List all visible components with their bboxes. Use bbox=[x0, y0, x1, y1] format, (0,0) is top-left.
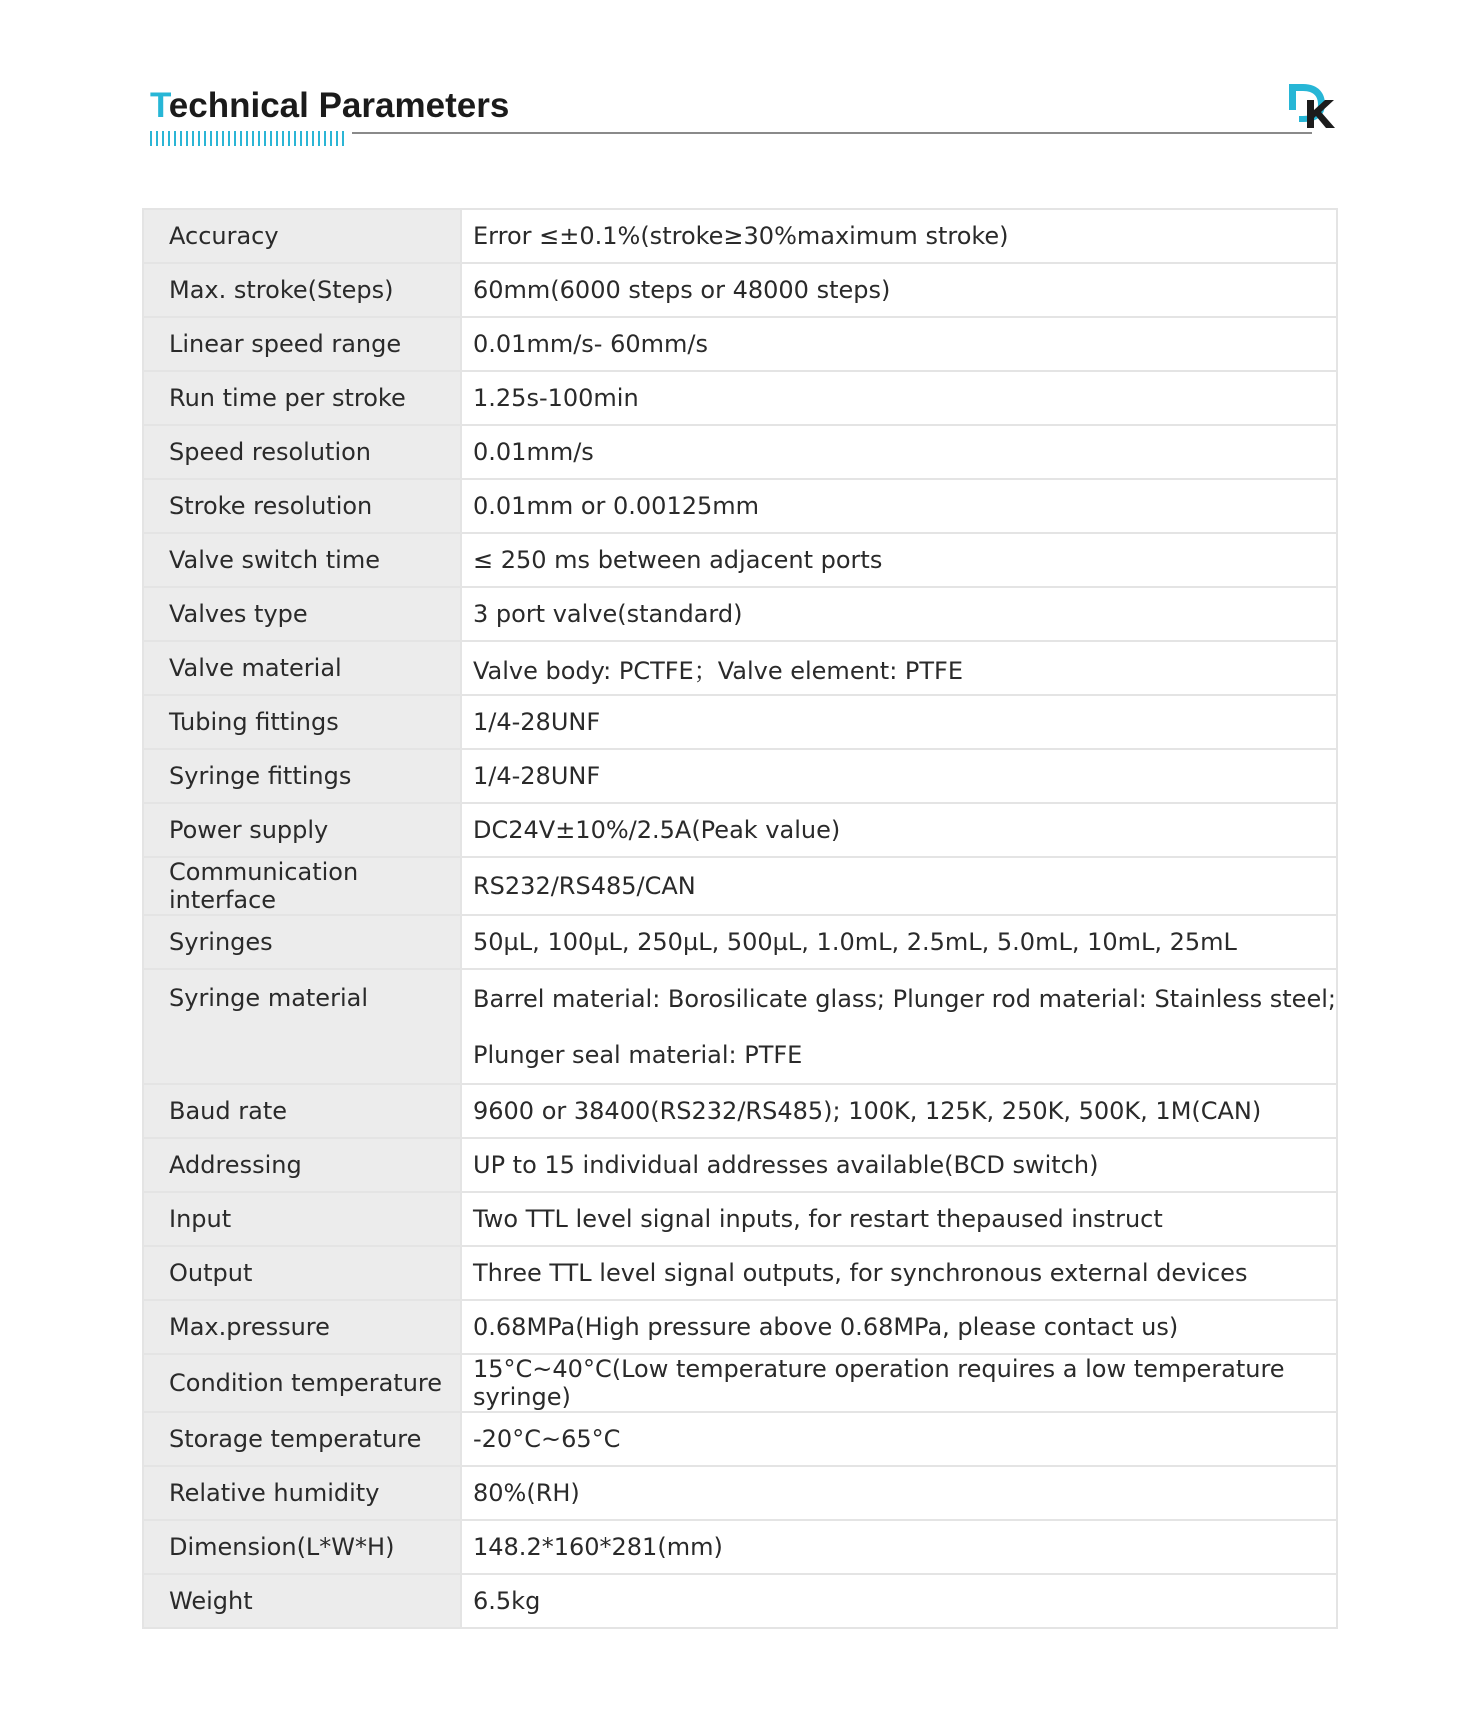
spec-label: Valve switch time bbox=[143, 533, 461, 587]
spec-value: -20°C~65°C bbox=[461, 1412, 1337, 1466]
spec-value: Error ≤±0.1%(stroke≥30%maximum stroke) bbox=[461, 209, 1337, 263]
spec-label: Baud rate bbox=[143, 1084, 461, 1138]
spec-value: Valve body: PCTFE；Valve element: PTFE bbox=[461, 641, 1337, 695]
spec-label: Syringe material bbox=[143, 969, 461, 1084]
table-row bbox=[143, 1520, 1337, 1574]
spec-label: Tubing fittings bbox=[143, 695, 461, 749]
spec-value: 0.01mm or 0.00125mm bbox=[461, 479, 1337, 533]
spec-table bbox=[142, 208, 1338, 1629]
spec-value: 9600 or 38400(RS232/RS485); 100K, 125K, 250K, 500K, 1M(CAN) bbox=[461, 1084, 1337, 1138]
table-row bbox=[143, 1354, 1337, 1412]
spec-label: Syringes bbox=[143, 915, 461, 969]
spec-value: 80%(RH) bbox=[461, 1466, 1337, 1520]
table-row bbox=[143, 1084, 1337, 1138]
spec-value: 148.2*160*281(mm) bbox=[461, 1520, 1337, 1574]
spec-label: Linear speed range bbox=[143, 317, 461, 371]
spec-label: Accuracy bbox=[143, 209, 461, 263]
spec-label: Addressing bbox=[143, 1138, 461, 1192]
spec-label: Valves type bbox=[143, 587, 461, 641]
spec-value: UP to 15 individual addresses available(BCD switch) bbox=[461, 1138, 1337, 1192]
spec-value: 50µL, 100µL, 250µL, 500µL, 1.0mL, 2.5mL, 5.0mL, 10mL, 25mL bbox=[461, 915, 1337, 969]
spec-label: Power supply bbox=[143, 803, 461, 857]
title-first-letter: T bbox=[150, 86, 169, 125]
spec-label: Run time per stroke bbox=[143, 371, 461, 425]
spec-label: Valve material bbox=[143, 641, 461, 695]
title-rest: echnical Parameters bbox=[168, 86, 510, 125]
spec-label: Dimension(L*W*H) bbox=[143, 1520, 461, 1574]
table-row bbox=[143, 695, 1337, 749]
spec-value: 0.68MPa(High pressure above 0.68MPa, please contact us) bbox=[461, 1300, 1337, 1354]
spec-value: 1.25s-100min bbox=[461, 371, 1337, 425]
spec-value: 1/4-28UNF bbox=[461, 749, 1337, 803]
table-row bbox=[143, 533, 1337, 587]
table-row bbox=[143, 1138, 1337, 1192]
spec-label: Stroke resolution bbox=[143, 479, 461, 533]
header-divider bbox=[352, 132, 1312, 134]
decorative-ticks bbox=[150, 131, 347, 146]
table-row bbox=[143, 425, 1337, 479]
table-row bbox=[143, 371, 1337, 425]
spec-value: 15°C~40°C(Low temperature operation requires a low temperature syringe) bbox=[461, 1354, 1337, 1412]
spec-value-line: Plunger seal material: PTFE bbox=[473, 1041, 803, 1069]
spec-value: Two TTL level signal inputs, for restart thepaused instruct bbox=[461, 1192, 1337, 1246]
spec-label: Max.pressure bbox=[143, 1300, 461, 1354]
table-row bbox=[143, 1300, 1337, 1354]
table-row bbox=[143, 1466, 1337, 1520]
table-row bbox=[143, 1246, 1337, 1300]
spec-label: Output bbox=[143, 1246, 461, 1300]
spec-label: Condition temperature bbox=[143, 1354, 461, 1412]
dk-logo-icon bbox=[1285, 80, 1345, 130]
spec-label: Input bbox=[143, 1192, 461, 1246]
spec-label: Storage temperature bbox=[143, 1412, 461, 1466]
table-row bbox=[143, 263, 1337, 317]
spec-value: DC24V±10%/2.5A(Peak value) bbox=[461, 803, 1337, 857]
page-title bbox=[150, 86, 509, 126]
spec-value: Three TTL level signal outputs, for synchronous external devices bbox=[461, 1246, 1337, 1300]
spec-value: 1/4-28UNF bbox=[461, 695, 1337, 749]
table-row bbox=[143, 1192, 1337, 1246]
table-row bbox=[143, 857, 1337, 915]
spec-value: 3 port valve(standard) bbox=[461, 587, 1337, 641]
spec-label: Relative humidity bbox=[143, 1466, 461, 1520]
table-row bbox=[143, 1574, 1337, 1628]
table-row bbox=[143, 209, 1337, 263]
table-row bbox=[143, 915, 1337, 969]
spec-value: RS232/RS485/CAN bbox=[461, 857, 1337, 915]
spec-label: Syringe fittings bbox=[143, 749, 461, 803]
spec-value: 0.01mm/s bbox=[461, 425, 1337, 479]
table-row bbox=[143, 803, 1337, 857]
table-row bbox=[143, 1412, 1337, 1466]
spec-value: ≤ 250 ms between adjacent ports bbox=[461, 533, 1337, 587]
spec-label: Max. stroke(Steps) bbox=[143, 263, 461, 317]
page-header bbox=[150, 86, 1340, 156]
spec-value-line: Barrel material: Borosilicate glass; Plunger rod material: Stainless steel; bbox=[473, 985, 1336, 1013]
spec-value: 6.5kg bbox=[461, 1574, 1337, 1628]
table-row bbox=[143, 587, 1337, 641]
table-row bbox=[143, 317, 1337, 371]
spec-label: Weight bbox=[143, 1574, 461, 1628]
spec-value bbox=[461, 969, 1337, 1084]
table-row bbox=[143, 749, 1337, 803]
spec-label: Communication interface bbox=[143, 857, 461, 915]
table-row bbox=[143, 969, 1337, 1084]
table-row bbox=[143, 479, 1337, 533]
table-row bbox=[143, 641, 1337, 695]
spec-label: Speed resolution bbox=[143, 425, 461, 479]
spec-value: 0.01mm/s- 60mm/s bbox=[461, 317, 1337, 371]
spec-value: 60mm(6000 steps or 48000 steps) bbox=[461, 263, 1337, 317]
